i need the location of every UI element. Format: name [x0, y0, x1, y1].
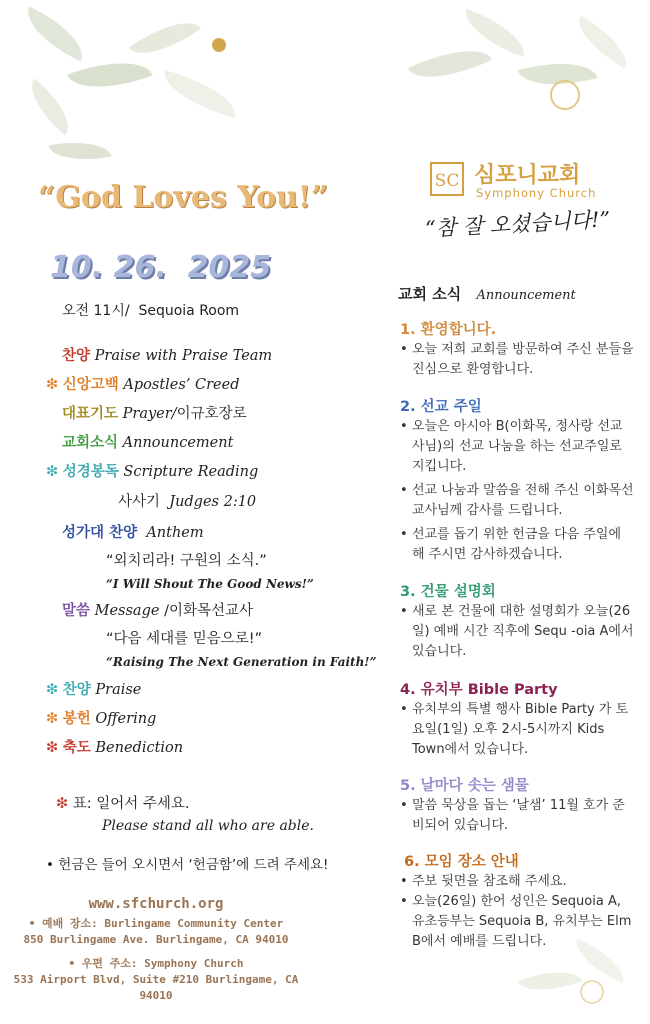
announcement-body — [398, 700, 634, 760]
order-item-scripture — [46, 462, 258, 482]
prayer-leader: 이규호장로 — [176, 406, 247, 422]
announcement-title: 6. 모임 장소 안내 — [404, 854, 519, 870]
order-item-praise — [62, 346, 272, 366]
church-name-ko: 심포니교회 — [474, 163, 581, 188]
bullet: • — [46, 857, 59, 873]
worship-label: 예배 장소: — [42, 917, 98, 930]
order-item-announcement — [62, 433, 233, 453]
announcement-title: 5. 날마다 솟는 샘물 — [400, 778, 529, 794]
mail-name: Symphony Church — [144, 957, 244, 970]
service-time-place: 오전 11시/ Sequoia Room — [62, 303, 240, 319]
order-label-ko: 성가대 찬양 — [62, 525, 138, 541]
scripture-reference — [118, 492, 256, 512]
standing-mark-icon: ❇ — [56, 796, 69, 812]
church-logo — [430, 160, 620, 204]
order-label-ko: 교회소식 — [62, 435, 119, 451]
order-label-en: Anthem — [146, 525, 204, 541]
offering-note — [46, 853, 328, 873]
announcement-line: • 주보 뒷면을 참조해 주세요. — [398, 872, 634, 892]
order-item-message — [62, 601, 253, 621]
order-label-ko: 대표기도 — [62, 406, 119, 422]
website-link[interactable]: www.sfchurch.org — [88, 896, 224, 912]
leaf-decoration-top-right — [400, 10, 650, 140]
anthem-title-ko: “외치리라! 구원의 소식.” — [106, 553, 267, 569]
announcement-line: • 선교 나눔과 말씀을 전해 주신 이화목선교사님께 감사를 드립니다. — [398, 481, 634, 521]
message-title-en: “Raising The Next Generation in Faith!” — [106, 655, 377, 669]
message-title-ko: “다음 세대를 믿음으로!” — [106, 631, 263, 647]
standing-mark-icon: ❇ — [46, 711, 59, 727]
order-label-en: Prayer/ — [122, 406, 177, 422]
announcement-body — [398, 340, 634, 380]
order-label-ko: 성경봉독 — [62, 464, 119, 480]
order-label-en: Benediction — [95, 740, 184, 756]
announcement-heading-ko: 교회 소식 — [398, 285, 462, 303]
order-label-ko: 신앙고백 — [62, 377, 119, 393]
order-label-en: Apostles’ Creed — [123, 377, 240, 393]
church-logo-mark: SC — [430, 162, 464, 196]
mail-label: 우편 주소: — [81, 957, 138, 970]
announcement-header — [398, 283, 576, 304]
announcement-body — [398, 417, 634, 565]
order-label-ko: 축도 — [62, 740, 91, 756]
announcement-line: • 새로 본 건물에 대한 설명회가 오늘(26일) 예배 시간 직후에 Sequ -oia A에서 있습니다. — [398, 602, 634, 662]
order-label-ko: 봉헌 — [62, 711, 91, 727]
message-separator: / — [164, 603, 169, 619]
order-label-en: Offering — [95, 711, 157, 727]
offering-note-text: 헌금은 들어 오시면서 ‘헌금함’에 드려 주세요! — [58, 857, 329, 873]
order-item-anthem — [62, 523, 204, 543]
announcement-title: 3. 건물 설명회 — [400, 584, 496, 600]
footer — [0, 896, 312, 1004]
announcement-title: 1. 환영합니다. — [400, 322, 497, 338]
order-label-en: Praise — [95, 682, 142, 698]
announcement-title: 2. 선교 주일 — [400, 399, 482, 415]
anthem-title-en: “I Will Shout The Good News!” — [106, 577, 314, 591]
standing-note-en: Please stand all who are able. — [102, 818, 314, 834]
order-item-praise-2 — [46, 680, 141, 700]
order-label-ko: 찬양 — [62, 348, 91, 364]
worship-place: Burlingame Community Center — [104, 917, 284, 930]
order-label-ko: 찬양 — [62, 682, 91, 698]
worship-location: • 예배 장소: Burlingame Community Center — [28, 917, 284, 930]
mail-address: 533 Airport Blvd, Suite #210 Burlingame, CA 94010 — [13, 973, 299, 1002]
standing-note — [56, 792, 190, 813]
mail-location: • 우편 주소: Symphony Church — [68, 957, 244, 970]
standing-note-ko: 표: 일어서 주세요. — [72, 796, 190, 812]
order-label-en: Scripture Reading — [123, 464, 259, 480]
order-label-en: Announcement — [122, 435, 234, 451]
announcement-line: • 유치부의 특별 행사 Bible Party 가 토요일(1일) 오후 2시-5시까지 Kids Town에서 있습니다. — [398, 700, 634, 760]
announcement-line: • 선교를 돕기 위한 헌금을 다음 주일에 해 주시면 감사하겠습니다. — [398, 525, 634, 565]
order-label-ko: 말씀 — [62, 603, 91, 619]
order-label-en: Praise with Praise Team — [94, 348, 273, 364]
announcement-heading-en: Announcement — [476, 288, 576, 303]
worship-address: 850 Burlingame Ave. Burlingame, CA 94010 — [23, 933, 289, 946]
announcement-body — [398, 796, 634, 836]
announcement-line: • 오늘(26일) 한어 성인은 Sequoia A, 유초등부는 Sequoia B, 유치부는 Elm B에서 예배를 드립니다. — [398, 892, 634, 952]
order-item-benediction — [46, 738, 183, 758]
announcement-line: • 오늘 저희 교회를 방문하여 주신 분들을 진심으로 환영합니다. — [398, 340, 634, 380]
order-label-en: Message — [94, 603, 160, 619]
announcement-body — [398, 602, 634, 662]
order-item-offering — [46, 709, 156, 729]
service-date: 10. 26. 2025 — [50, 250, 272, 285]
announcement-body — [398, 872, 634, 952]
standing-mark-icon: ❇ — [46, 464, 59, 480]
announcement-title: 4. 유치부 Bible Party — [400, 682, 558, 698]
church-name-en: Symphony Church — [476, 186, 597, 200]
scripture-en: Judges 2:10 — [169, 494, 257, 510]
standing-mark-icon: ❇ — [46, 682, 59, 698]
announcement-line: • 말씀 묵상을 돕는 ‘날샘’ 11월 호가 준비되어 있습니다. — [398, 796, 634, 836]
message-speaker: 이화목선교사 — [168, 603, 253, 619]
order-item-prayer — [62, 404, 247, 424]
page-title: “God Loves You!” — [38, 180, 329, 215]
scripture-ko: 사사기 — [118, 494, 161, 510]
standing-mark-icon: ❇ — [46, 740, 59, 756]
welcome-text: “참 잘 오셨습니다!” — [424, 207, 611, 241]
leaf-decoration-top-left — [0, 0, 260, 180]
standing-mark-icon: ❇ — [46, 377, 59, 393]
announcement-line: • 오늘은 아시아 B(이화목, 정사랑 선교사님)의 선교 나눔을 하는 선교주일로 지킵니다. — [398, 417, 634, 477]
order-item-creed — [46, 375, 240, 395]
